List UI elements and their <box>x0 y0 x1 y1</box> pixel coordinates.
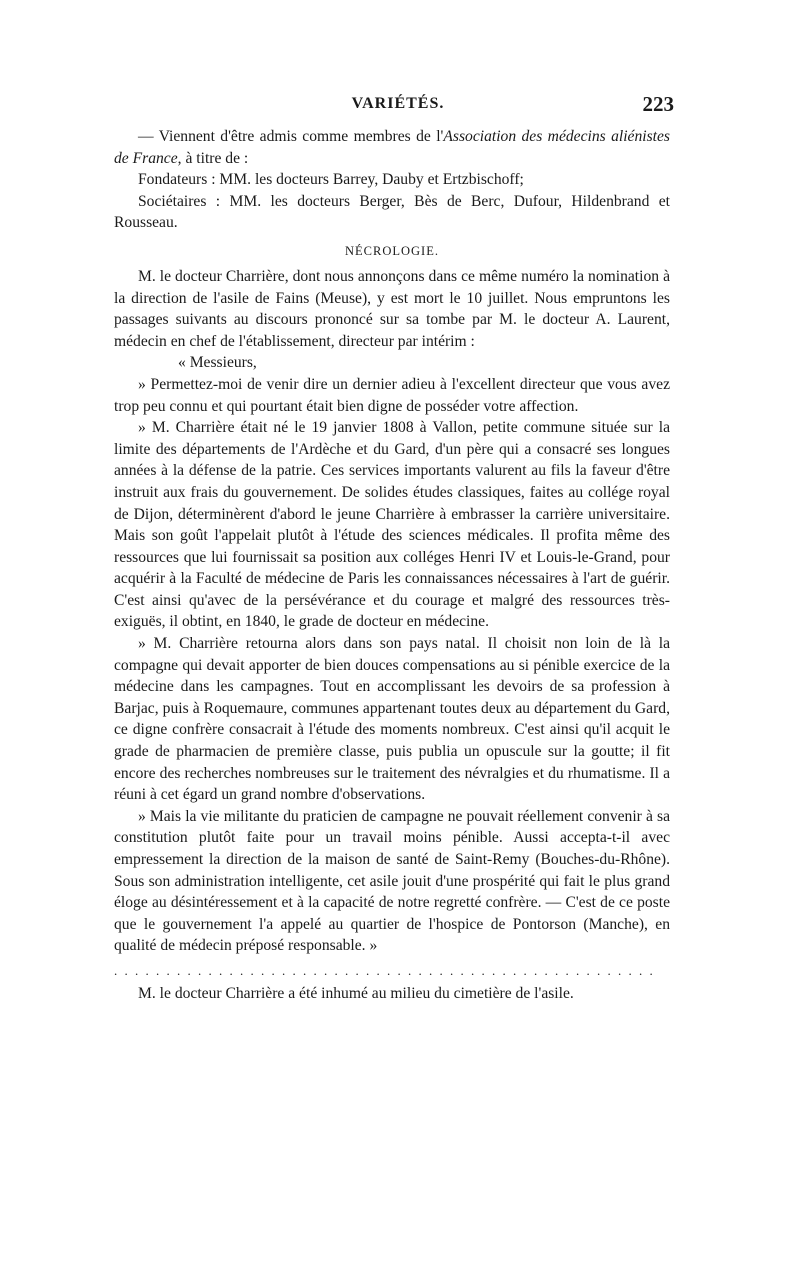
obituary-intro: M. le docteur Charrière, dont nous annonçons dans ce même numéro la nomination à la direction de l'asile de Fains (Meuse), y est mort le 10 juillet. Nous empruntons les passages suivants au discours prononcé sur sa tombe par M. le docteur A. Laurent, médecin en chef de l'établissement, directeur par intérim : <box>114 267 670 350</box>
speech-paragraph-3: » M. Charrière retourna alors dans son pays natal. Il choisit non loin de là la compagne qui devait apporter de bien douces compensations au si pénible exercice de la médecine dans les campagnes. Tout en accomplissant les devoirs de sa profession à Barjac, puis à Roquemaure, communes appartenant toutes deux au département du Gard, ce digne confrère consacrait à l'étude des moments nombreux. C'est ainsi qu'il acquit le grade de pharmacien de première classe, puis publia un opuscule sur la goutte; il fit encore des recherches nombreuses sur le traitement des névralgies et du rhumatisme. Il a réuni à cet égard un grand nombre d'observations. <box>114 635 670 804</box>
fondateurs-line <box>114 169 670 191</box>
admissions-text-end: , à titre de : <box>177 149 249 167</box>
association-name: Association des médecins aliénistes de France <box>114 128 670 167</box>
burial-note: M. le docteur Charrière a été inhumé au milieu du cimetière de l'asile. <box>138 984 574 1002</box>
speech-paragraph-4: » Mais la vie militante du praticien de campagne ne pouvait réellement convenir à sa constitution plutôt faite pour un travail moins pénible. Aussi accepta-t-il avec empressement la direction de la maison de santé de Saint-Remy (Bouches-du-Rhône). Sous son administration intelligente, cet asile jouit d'une prospérité qui fait le plus grand éloge au désintéressement et à la capacité de notre regretté confrère. — C'est de ce poste que le gouvernement l'a appelé au quartier de l'hospice de Pontorson (Manche), en qualité de médecin préposé responsable. » <box>114 807 670 955</box>
speech-salutation: « Messieurs, <box>178 354 257 372</box>
fondateurs-names: : MM. les docteurs Barrey, Dauby et Ertzbischoff; <box>207 171 524 189</box>
fondateurs-label: Fondateurs <box>138 171 208 189</box>
body-text <box>114 126 670 1005</box>
societaires-line <box>114 191 670 234</box>
running-title: VARIÉTÉS. <box>351 95 445 112</box>
necrologie-heading: NÉCROLOGIE. <box>345 243 439 258</box>
page-number: 223 <box>642 92 674 116</box>
admissions-paragraph <box>114 126 670 169</box>
running-head <box>118 92 678 118</box>
ellipsis-row: . . . . . . . . . . . . . . . . . . . . . . . . . . . . . . . . . . . . . . . . . . . . . . . . . . . . <box>114 962 655 978</box>
speech-paragraph-1: » Permettez-moi de venir dire un dernier adieu à l'excellent directeur que vous avez trop peu connu et qui pourtant était bien digne de posséder votre affection. <box>114 375 670 415</box>
societaires-label: Sociétaires <box>138 192 207 210</box>
societaires-names: : MM. les docteurs Berger, Bès de Berc, Dufour, Hildenbrand et Rousseau. <box>114 192 670 232</box>
speech-paragraph-2: » M. Charrière était né le 19 janvier 1808 à Vallon, petite commune située sur la limite des départements de l'Ardèche et du Gard, d'un père qui a consacré ses longues années à la défense de la patrie. Ces services importants valurent au fils la faveur d'être instruit aux frais du gouvernement. De solides études classiques, faites au collége royal de Dijon, déterminèrent d'abord le jeune Charrière à embrasser la carrière universitaire. Mais son goût l'appelait plutôt à l'étude des sciences médicales. Il profita même des ressources que lui fournissait sa position aux colléges Henri IV et Louis-le-Grand, pour acquérir à la Faculté de médecine de Paris les connaissances nécessaires à l'art de guérir. C'est ainsi qu'avec de la persévérance et du courage et malgré des ressources très-exiguës, il obtint, en 1840, le grade de docteur en médecine. <box>114 419 670 631</box>
admissions-text: Viennent d'être admis comme membres de l' <box>158 128 444 145</box>
em-dash: — <box>138 128 159 145</box>
